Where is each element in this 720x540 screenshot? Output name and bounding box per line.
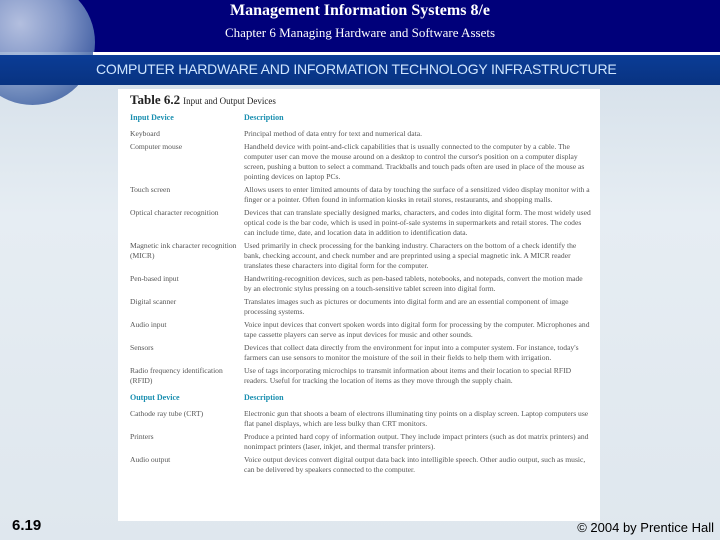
table-row [130, 343, 592, 366]
device-cell: Printers [130, 432, 154, 441]
device-cell: Output Device [130, 393, 180, 402]
table-row [130, 129, 592, 142]
device-cell: Magnetic ink character recognition (MICR) [130, 241, 237, 260]
table-header-output [130, 389, 592, 409]
description-cell: Allows users to enter limited amounts of data by touching the surface of a sensitized video display monitor with a finger or a pointer. Often found in information kiosks in retail stores, restaurants, and shopping malls. [244, 185, 590, 204]
table-row [130, 432, 592, 455]
device-cell: Pen-based input [130, 274, 179, 283]
description-cell: Handwriting-recognition devices, such as pen-based tablets, notebooks, and notepads, convert the motion made by an electronic stylus pressing on a touch-sensitive tablet screen into digital form. [244, 274, 583, 293]
table-header-input [130, 113, 592, 129]
table-row [130, 274, 592, 297]
table-row [130, 455, 592, 478]
device-cell: Sensors [130, 343, 154, 352]
table-row [130, 320, 592, 343]
description-cell: Translates images such as pictures or documents into digital form and are an essential component of image processing systems. [244, 297, 569, 316]
description-cell: Description [244, 113, 284, 122]
device-cell: Radio frequency identification (RFID) [130, 366, 223, 385]
description-cell: Electronic gun that shoots a beam of electrons illuminating tiny points on a display screen. Laptop computers use flat panel displays, which are less bulky than CRT monitors. [244, 409, 589, 428]
table-row [130, 297, 592, 320]
table-caption-text: Input and Output Devices [183, 96, 276, 106]
table-row [130, 241, 592, 274]
table-number: Table 6.2 [130, 92, 181, 107]
description-cell: Voice input devices that convert spoken words into digital form for processing by the computer. Microphones and tape cassette players can serve as input devices for music and other sounds. [244, 320, 590, 339]
device-cell: Computer mouse [130, 142, 183, 151]
table-row [130, 185, 592, 208]
device-cell: Input Device [130, 113, 174, 122]
table-row [130, 366, 592, 389]
chapter-title: Chapter 6 Managing Hardware and Software Assets [224, 25, 496, 40]
device-cell: Cathode ray tube (CRT) [130, 409, 204, 418]
slide-number: 6.19 [12, 517, 42, 534]
table-caption [130, 92, 276, 107]
table-row [130, 208, 592, 241]
device-cell: Audio output [130, 455, 171, 464]
table-image [118, 89, 600, 521]
description-cell: Principal method of data entry for text and numerical data. [244, 129, 422, 138]
table-row [130, 409, 592, 432]
description-cell: Voice output devices convert digital output data back into intelligible speech. Other audio output, such as music, can be delivered by speakers connected to the computer. [244, 455, 586, 474]
copyright: © 2004 by Prentice Hall [577, 520, 714, 535]
description-cell: Produce a printed hard copy of information output. They include impact printers (such as dot matrix printers) and nonimpact printers (laser, inkjet, and thermal transfer printers). [244, 432, 589, 451]
description-cell: Used primarily in check processing for the banking industry. Characters on the bottom of a check identify the bank, checking account, and check number and are preprinted using a special magnetic ink. A MICR reader translates these characters into digital form for the computer. [244, 241, 577, 270]
table-row [130, 142, 592, 185]
device-cell: Audio input [130, 320, 167, 329]
description-cell: Handheld device with point-and-click capabilities that is usually connected to the computer by a cable. The computer user can move the mouse around on a desktop to control the cursor's position on a computer display screen, pushing a button to select a command. Trackballs and touch pads often are used in place of the mouse as pointing devices on laptop PCs. [244, 142, 585, 181]
book-title: Management Information Systems 8/e [230, 2, 490, 19]
devices-table [130, 113, 592, 478]
device-cell: Touch screen [130, 185, 171, 194]
description-cell: Use of tags incorporating microchips to transmit information about items and their location to special RFID readers. Useful for tracking the location of items as they move through the supply chain. [244, 366, 572, 385]
device-cell: Keyboard [130, 129, 160, 138]
description-cell: Devices that collect data directly from the environment for input into a computer system. For instance, today's farmers can use sensors to monitor the moisture of the soil in their fields to help them with irrigation. [244, 343, 579, 362]
device-cell: Digital scanner [130, 297, 177, 306]
description-cell: Description [244, 393, 284, 402]
section-title: COMPUTER HARDWARE AND INFORMATION TECHNOLOGY INFRASTRUCTURE [96, 61, 617, 77]
description-cell: Devices that can translate specially designed marks, characters, and codes into digital form. The most widely used optical code is the bar code, which is used in point-of-sale systems in supermarkets and retail stores. The codes can include time, date, and location data in addition to identification data. [244, 208, 591, 237]
device-cell: Optical character recognition [130, 208, 219, 217]
